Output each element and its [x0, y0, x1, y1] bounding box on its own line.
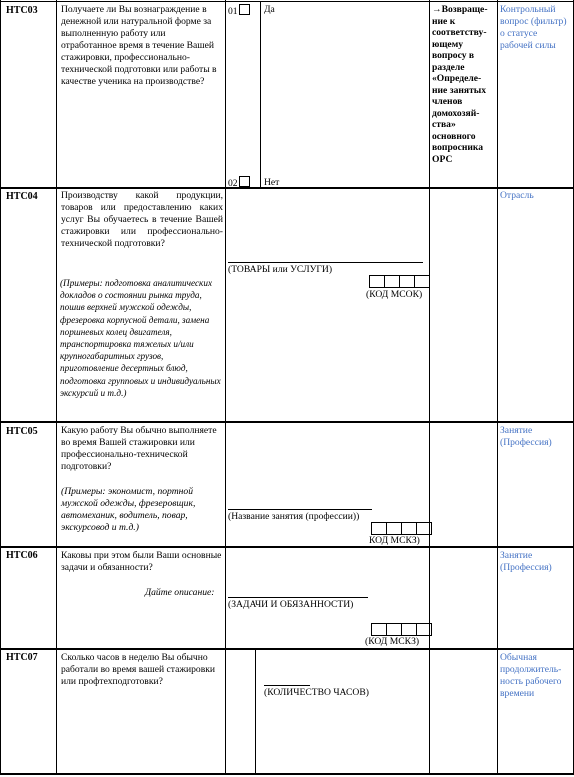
code-cell[interactable] [401, 623, 417, 636]
prompt-text: Дайте описание: [145, 587, 215, 598]
question-code: НТС06 [6, 550, 38, 561]
code-cell[interactable] [416, 623, 432, 636]
question-text: Получаете ли Вы вознаграждение в денежной или натуральной форме за выполненную работу или отработанное время в течение Вашей стажировки, профессионально-технической подготовки или работы в качестве ученика на производстве? [61, 4, 217, 87]
row-divider [0, 546, 574, 548]
column-divider [0, 0, 1, 775]
answer-line [228, 262, 423, 263]
answer-label: (Название занятия (профессии)) [228, 511, 360, 522]
answer-line [264, 685, 310, 686]
code-cells[interactable] [372, 623, 432, 636]
skip-text: Возвраще-ние к соответству-ющему вопросу в разделе «Определе-ние занятых членов домохозяй-ства» основного вопросника ОРС [432, 4, 488, 165]
row-divider [0, 421, 574, 423]
code-cell[interactable] [384, 275, 400, 288]
option-number: 01 [228, 6, 238, 17]
question-code: НТС04 [6, 191, 38, 202]
topic-label: Занятие (Профессия) [500, 425, 552, 448]
code-cell[interactable] [386, 522, 402, 535]
answer-line [228, 597, 368, 598]
row-divider [0, 187, 574, 189]
option-number: 02 [228, 178, 238, 189]
table-top-border [0, 1, 574, 2]
option-divider [260, 2, 261, 188]
question-code: НТС05 [6, 426, 38, 437]
code-cell[interactable] [414, 275, 430, 288]
column-divider [225, 0, 226, 775]
option-yes[interactable] [228, 4, 250, 17]
code-cell[interactable] [371, 522, 387, 535]
answer-label: (ТОВАРЫ или УСЛУГИ) [228, 264, 333, 275]
question-text: Производству какой продукции, товаров или предоставлению каких услуг Вы обучаетесь в течение Вашей стажировки или профессионально-технической подготовки? [61, 190, 223, 249]
code-cell[interactable] [369, 275, 385, 288]
answer-label: (ЗАДАЧИ И ОБЯЗАННОСТИ) [228, 599, 354, 610]
column-divider [497, 0, 498, 775]
code-cell[interactable] [416, 522, 432, 535]
topic-label: Занятие (Профессия) [500, 550, 552, 573]
examples-text: (Примеры: подготовка аналитических докладов о состоянии рынка труда, пошив верхней мужской одежды, фрезеровка корпусной детали, замена поршневых колец двигателя, транспортировка тяжелых и/или крупногабаритных грузов, приготовление десертных блюд, подготовка групповых и индивидуальных экскурсий и т.д.) [60, 278, 221, 398]
topic-label: Отрасль [500, 190, 534, 201]
arrow-icon: → [432, 4, 442, 15]
checkbox[interactable] [239, 176, 250, 187]
code-cells[interactable] [370, 275, 430, 288]
question-text: Каковы при этом были Ваши основные задачи и обязанности? [61, 550, 222, 573]
answer-divider [255, 649, 256, 774]
row-divider [0, 648, 574, 650]
code-label: (КОД МСКЗ) [365, 636, 420, 647]
topic-label: Контрольный вопрос (фильтр) о статусе рабочей силы [500, 4, 567, 51]
examples-text: (Примеры: экономист, портной мужской одежды, фрезеровщик, автомеханик, водитель, повар, экскурсовод и т.д.) [61, 486, 196, 533]
checkbox[interactable] [239, 4, 250, 15]
option-no-label: Нет [264, 177, 280, 188]
question-text: Сколько часов в неделю Вы обычно работали во время вашей стажировки или профтехподготовки? [61, 652, 216, 687]
code-label: (КОД МСОК) [366, 289, 423, 300]
answer-label: (КОЛИЧЕСТВО ЧАСОВ) [264, 687, 369, 698]
topic-label: Обычная продолжитель-ность рабочего времени [500, 652, 562, 699]
option-no[interactable] [228, 176, 250, 189]
question-text: Какую работу Вы обычно выполняете во время Вашей стажировки или профессионально-технической подготовки? [61, 425, 217, 472]
code-cells[interactable] [372, 522, 432, 535]
option-yes-label: Да [264, 4, 275, 15]
skip-instruction [432, 4, 494, 165]
answer-line [228, 509, 372, 510]
table-bottom-border [0, 773, 574, 775]
code-label: КОД МСКЗ) [369, 535, 420, 546]
question-code: НТС03 [6, 5, 38, 16]
code-cell[interactable] [371, 623, 387, 636]
column-divider [56, 0, 57, 775]
column-divider [429, 0, 430, 775]
code-cell[interactable] [399, 275, 415, 288]
code-cell[interactable] [401, 522, 417, 535]
code-cell[interactable] [386, 623, 402, 636]
question-code: НТС07 [6, 652, 38, 663]
